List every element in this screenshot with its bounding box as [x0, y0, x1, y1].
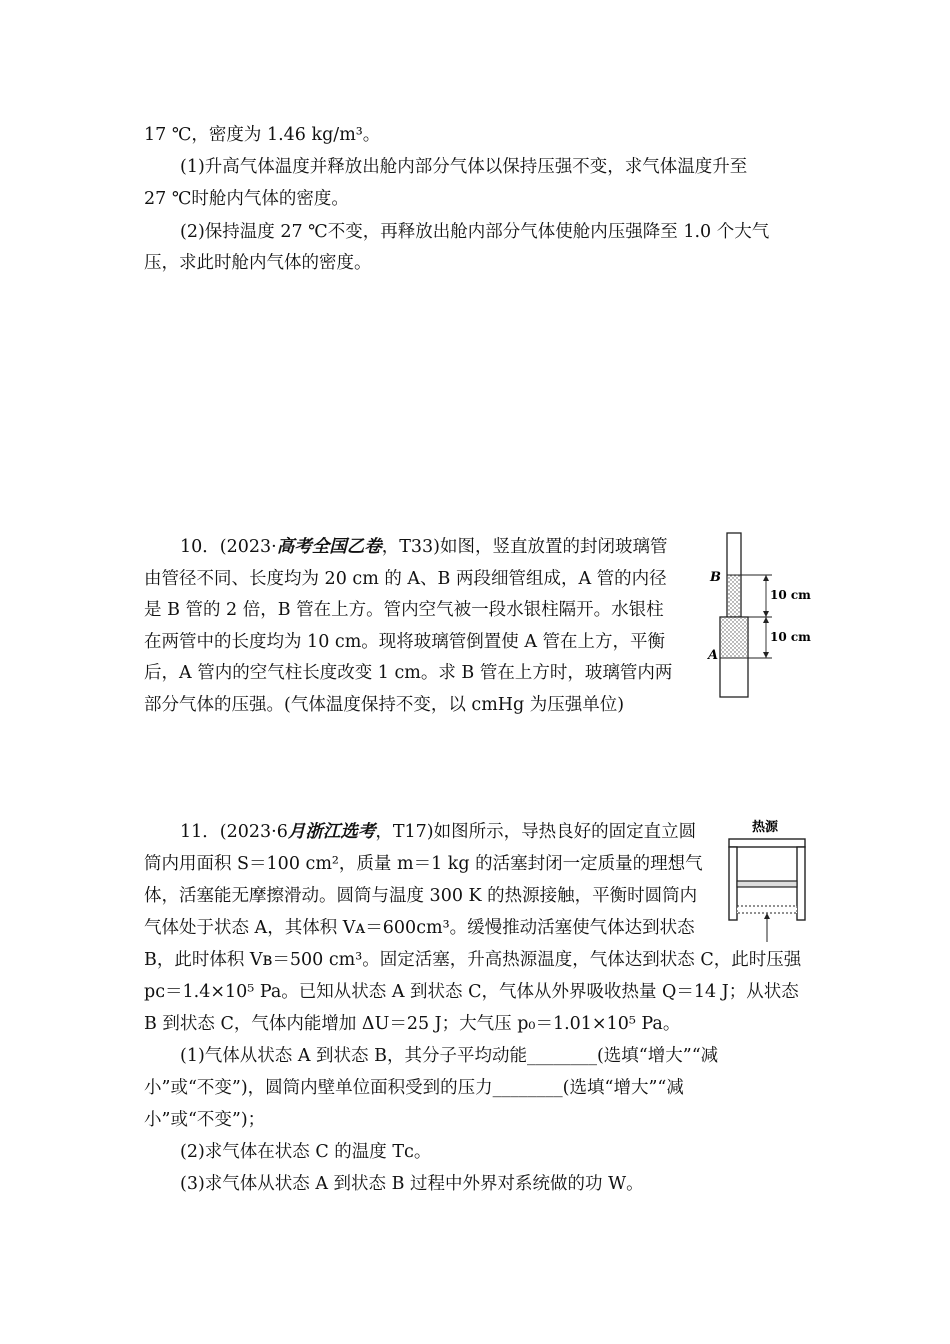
heat-source-plate [729, 839, 805, 847]
dimension-lower-label: 10 cm [770, 630, 811, 644]
q11-sub1-line3: 小”或“不变”)； [144, 1110, 266, 1130]
cylinder-partition [737, 881, 797, 887]
q11-number: 11．(2023·6 [180, 822, 288, 842]
q10-ref: ，T33)如图，竖直放置的封闭玻璃管 [381, 537, 668, 557]
q10-source: 高考全国乙卷 [276, 537, 382, 557]
q9-part1-line1: (1)升高气体温度并释放出舱内部分气体以保持压强不变，求气体温度升至 [180, 157, 748, 177]
q9-part1-line2: 27 ℃时舱内气体的密度。 [144, 189, 349, 209]
mercury-column-a [721, 618, 747, 658]
dimension-upper-label: 10 cm [770, 588, 811, 602]
q11-line: 体，活塞能无摩擦滑动。圆筒与温度 300 K 的热源接触，平衡时圆筒内 [144, 886, 698, 906]
q10-line: 是 B 管的 2 倍，B 管在上方。管内空气被一段水银柱隔开。水银柱 [144, 600, 664, 620]
q11-line: 筒内用面积 S＝100 cm²，质量 m＝1 kg 的活塞封闭一定质量的理想气 [144, 854, 703, 874]
q10-line: 由管径不同、长度均为 20 cm 的 A、B 两段细管组成，A 管的内径 [144, 569, 667, 589]
q10-header [180, 535, 667, 559]
q9-part2-line2: 压，求此时舱内气体的密度。 [144, 253, 372, 273]
q11-line: B 到状态 C，气体内能增加 ΔU＝25 J；大气压 p₀＝1.01×10⁵ Pa。 [144, 1014, 681, 1034]
q10-number: 10．(2023· [180, 537, 277, 557]
q11-line: B，此时体积 Vʙ＝500 cm³。固定活塞，升高热源温度，气体达到状态 C，此时压强 [144, 950, 802, 970]
q11-header [180, 820, 696, 844]
q11-sub2: (2)求气体在状态 C 的温度 Tᴄ。 [180, 1142, 432, 1162]
piston [737, 906, 797, 913]
heat-source-label: 热源 [752, 820, 779, 835]
intro-line: 17 ℃，密度为 1.46 kg/m³。 [144, 125, 381, 145]
label-a: A [708, 648, 719, 663]
q11-sub1-line2: 小”或“不变”)，圆筒内壁单位面积受到的压力________(选填“增大”“减 [144, 1078, 684, 1098]
q11-sub3: (3)求气体从状态 A 到状态 B 过程中外界对系统做的功 W。 [180, 1174, 644, 1194]
glass-tube-figure [700, 525, 815, 705]
label-b: B [710, 570, 721, 585]
q10-line: 在两管中的长度均为 10 cm。现将玻璃管倒置使 A 管在上方，平衡 [144, 632, 666, 652]
q11-line: 气体处于状态 A，其体积 Vᴀ＝600cm³。缓慢推动活塞使气体达到状态 [144, 918, 695, 938]
cylinder-figure [725, 814, 815, 944]
cylinder-wall-right [797, 847, 805, 920]
q10-line: 部分气体的压强。(气体温度保持不变，以 cmHg 为压强单位) [144, 695, 625, 715]
q11-line: pᴄ＝1.4×10⁵ Pa。已知从状态 A 到状态 C，气体从外界吸收热量 Q＝14 J；从状态 [144, 982, 799, 1002]
q10-line: 后，A 管内的空气柱长度改变 1 cm。求 B 管在上方时，玻璃管内两 [144, 663, 673, 683]
q9-part2-line1: (2)保持温度 27 ℃不变，再释放出舱内部分气体使舱内压强降至 1.0 个大气 [180, 222, 770, 242]
q11-ref: ，T17)如图所示，导热良好的固定直立圆 [375, 822, 697, 842]
q11-sub1-line1: (1)气体从状态 A 到状态 B，其分子平均动能________(选填“增大”“减 [180, 1046, 719, 1066]
mercury-column-b [728, 575, 740, 617]
q11-source: 月浙江选考 [287, 822, 376, 842]
cylinder-wall-left [729, 847, 737, 920]
